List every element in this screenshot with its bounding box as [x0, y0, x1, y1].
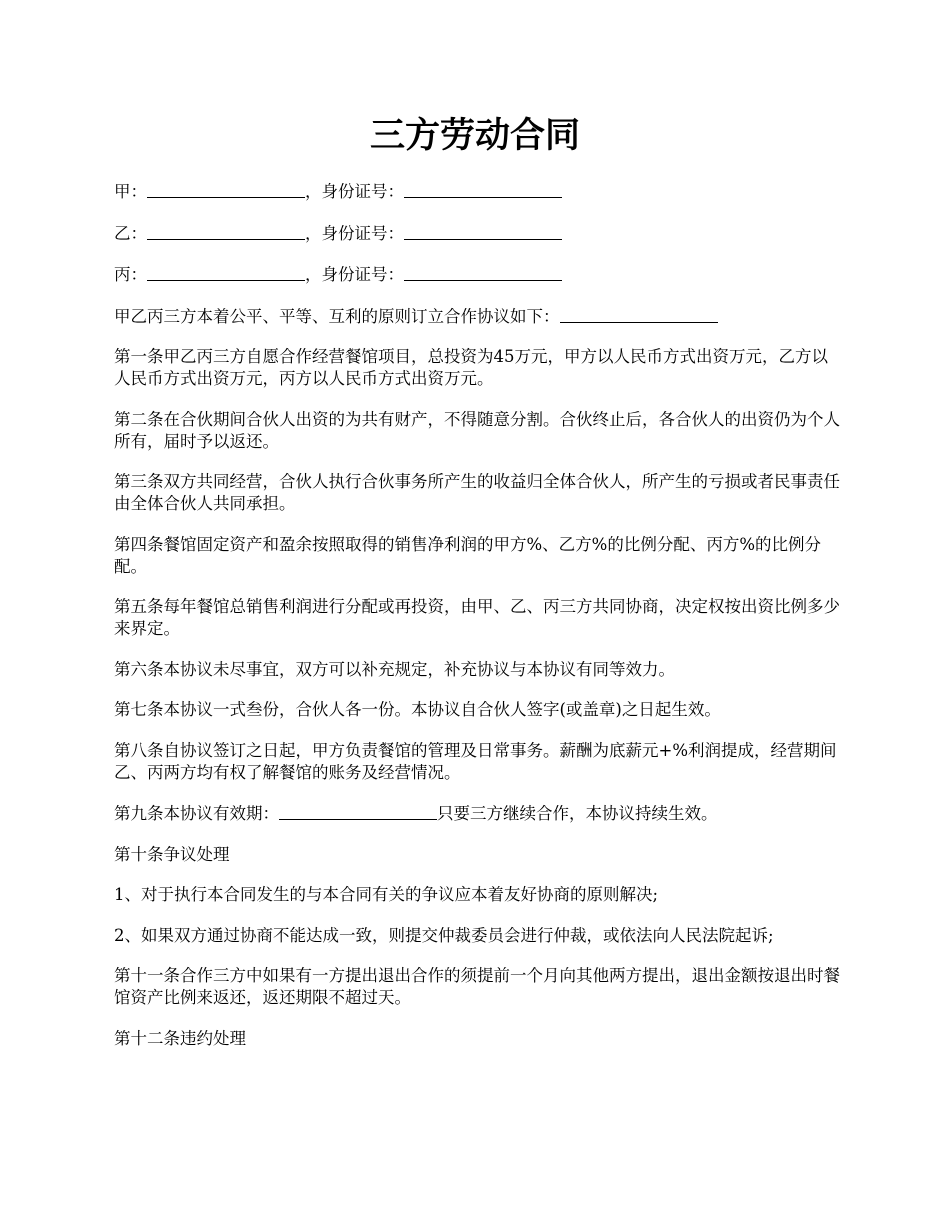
article-9 [114, 802, 842, 825]
article-1: 第一条甲乙丙三方自愿合作经营餐馆项目，总投资为45万元，甲方以人民币方式出资万元，乙方以人民币方式出资万元，丙方以人民币方式出资万元。 [114, 347, 828, 388]
article-6: 第六条本协议未尽事宜，双方可以补充规定，补充协议与本协议有同等效力。 [114, 659, 675, 679]
party-c-id-blank [404, 263, 562, 281]
party-a-label: 甲： [114, 182, 147, 201]
party-c-line [114, 263, 842, 286]
party-a-id-label: ，身份证号： [305, 182, 404, 201]
article-2: 第二条在合伙期间合伙人出资的为共有财产，不得随意分割。合伙终止后，各合伙人的出资仍为个人所有，届时予以返还。 [114, 409, 840, 451]
party-a-id-blank [404, 180, 562, 198]
party-c-name-blank [147, 263, 305, 281]
article-9-prefix: 第九条本协议有效期： [114, 804, 279, 823]
article-12-heading: 第十二条违约处理 [114, 1028, 246, 1048]
party-b-id-label: ，身份证号： [305, 223, 404, 243]
article-11: 第十一条合作三方中如果有一方提出退出合作的须提前一个月向其他两方提出，退出金额按退出时餐馆资产比例来返还，返还期限不超过天。 [114, 966, 840, 1007]
party-b-label: 乙： [114, 223, 147, 243]
party-c-label: 丙： [114, 265, 147, 284]
article-7: 第七条本协议一式叁份，合伙人各一份。本协议自合伙人签字(或盖章)之日起生效。 [114, 700, 721, 719]
document-title: 三方劳动合同 [369, 115, 580, 156]
intro-blank [560, 305, 718, 323]
party-b-line [114, 222, 842, 245]
intro-text: 甲乙丙三方本着公平、平等、互利的原则订立合作协议如下： [114, 306, 560, 326]
clause-10-1: 1、对于执行本合同发生的与本合同有关的争议应本着友好协商的原则解决; [114, 885, 659, 904]
party-a-name-blank [147, 180, 305, 198]
party-c-id-label: ，身份证号： [305, 265, 404, 284]
article-9-suffix: 只要三方继续合作，本协议持续生效。 [437, 804, 718, 823]
validity-period-blank [279, 802, 437, 820]
article-4: 第四条餐馆固定资产和盈余按照取得的销售净利润的甲方%、乙方%的比例分配、丙方%的比例分配。 [114, 534, 822, 576]
party-b-id-blank [404, 222, 562, 240]
article-3: 第三条双方共同经营，合伙人执行合伙事务所产生的收益归全体合伙人，所产生的亏损或者民事责任由全体合伙人共同承担。 [114, 472, 840, 513]
intro-paragraph [114, 305, 842, 328]
clause-10-2: 2、如果双方通过协商不能达成一致，则提交仲裁委员会进行仲裁，或依法向人民法院起诉; [114, 925, 774, 945]
party-b-name-blank [147, 222, 305, 240]
article-10-heading: 第十条争议处理 [114, 844, 230, 864]
article-5: 第五条每年餐馆总销售利润进行分配或再投资，由甲、乙、丙三方共同协商，决定权按出资比例多少来界定。 [114, 597, 840, 638]
document-body [114, 180, 842, 1068]
article-8: 第八条自协议签订之日起，甲方负责餐馆的管理及日常事务。薪酬为底薪元+%利润提成，经营期间乙、丙两方均有权了解餐馆的账务及经营情况。 [114, 740, 837, 782]
party-a-line [114, 180, 842, 203]
